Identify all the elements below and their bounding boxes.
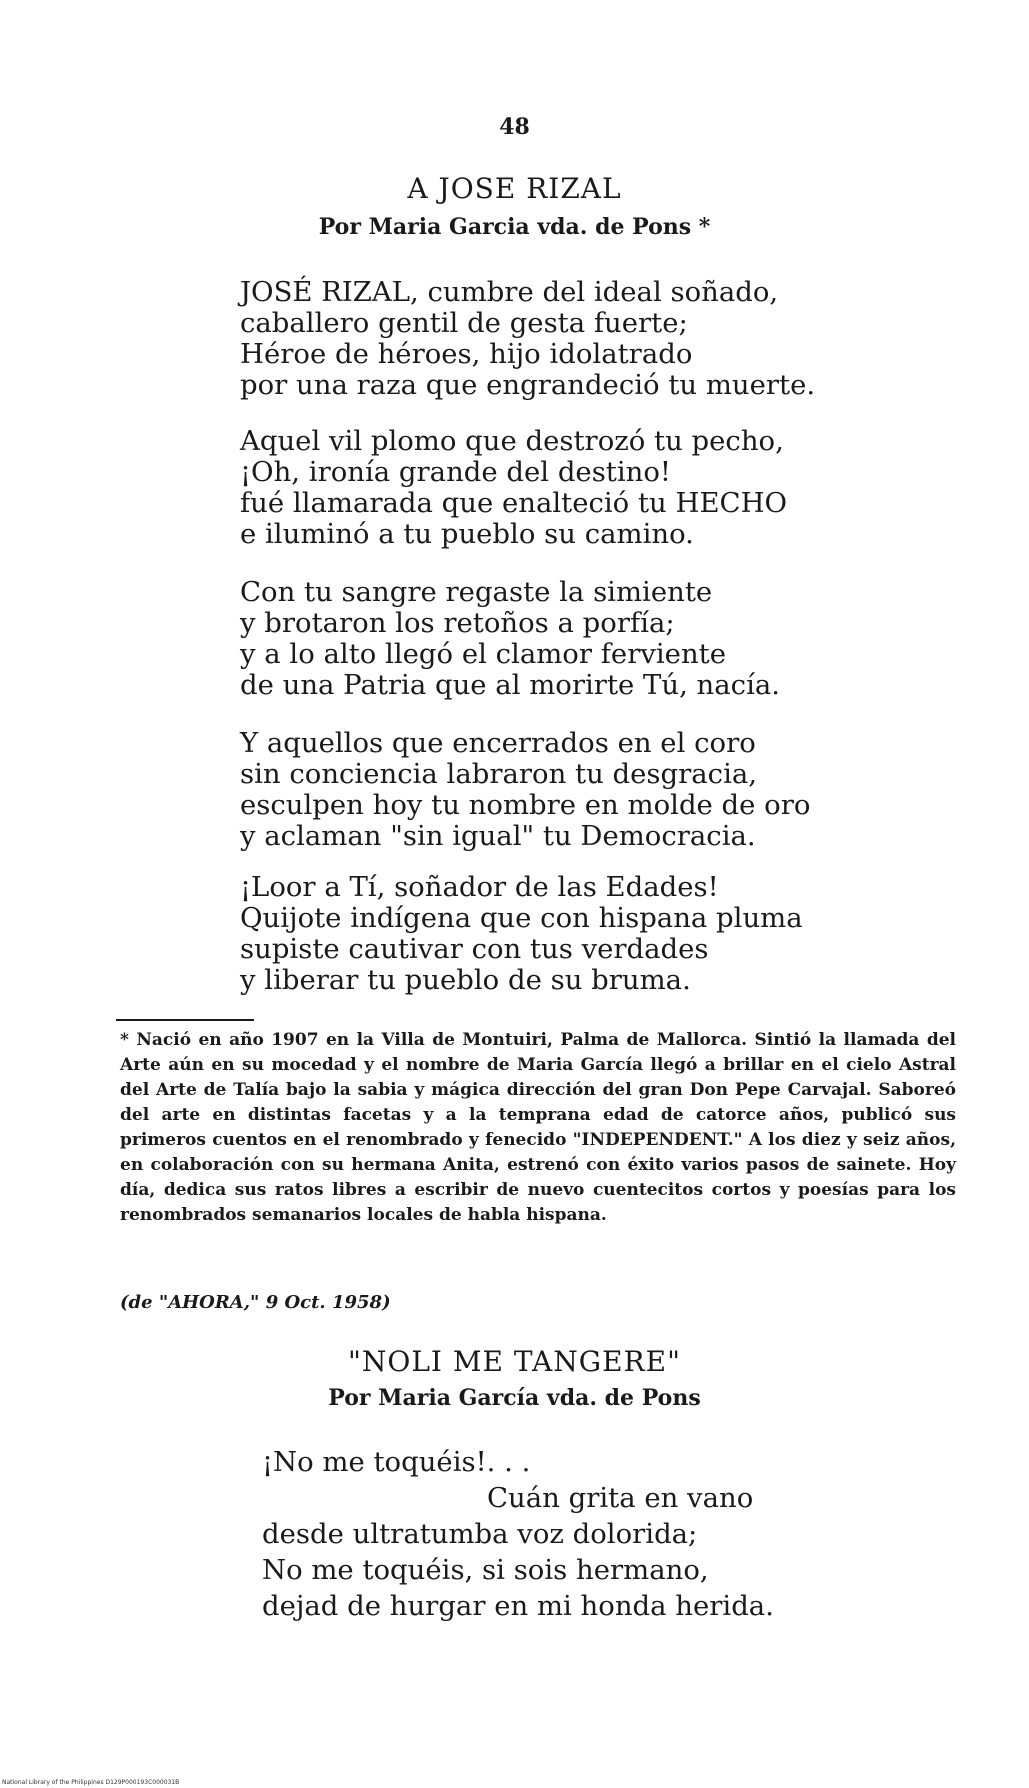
verse-line: caballero gentil de gesta fuerte; (240, 307, 688, 339)
verse-line: de una Patria que al morirte Tú, nacía. (240, 669, 780, 701)
verse-line: ¡No me toquéis!. . . (262, 1446, 531, 1478)
stanza (240, 426, 787, 550)
stanza (240, 577, 780, 701)
verse-line: por una raza que engrandeció tu muerte. (240, 369, 816, 401)
poem-byline: Por Maria García vda. de Pons (328, 1385, 701, 1411)
verse-line: esculpen hoy tu nombre en molde de oro (240, 789, 811, 821)
verse-line: ¡Loor a Tí, soñador de las Edades! (240, 871, 719, 903)
verse-line: ¡Oh, ironía grande del destino! (240, 456, 671, 488)
verse-line: y brotaron los retoños a porfía; (240, 607, 675, 639)
verse-line: supiste cautivar con tus verdades (240, 933, 709, 965)
verse-line: Héroe de héroes, hijo idolatrado (240, 338, 693, 370)
verse-line: Quijote indígena que con hispana pluma (240, 902, 803, 934)
stanza (240, 872, 803, 996)
verse-line: Con tu sangre regaste la simiente (240, 576, 713, 608)
footnote-rule (116, 1019, 254, 1021)
verse-line: desde ultratumba voz dolorida; (262, 1518, 698, 1550)
footnote: * Nació en año 1907 en la Villa de Montuiri, Palma de Mallorca. Sintió la llamada del Arte aún en su mocedad y el nombre de Maria García llegó a brillar en el cielo Astral del Arte de Talía bajo la sabia y mágica dirección del gran Don Pepe Carvajal. Saboreó del arte en distintas facetas y a la temprana edad de catorce años, publicó sus primeros cuentos en el renombrado y fenecido "INDEPENDENT." A los diez y seiz años, en colaboración con su hermana Anita, estrenó con éxito varios pasos de sainete. Hoy día, dedica sus ratos libres a escribir de nuevo cuentecitos cortos y poesías para los renombrados semanarios locales de habla hispana. (120, 1030, 956, 1225)
page-number: 48 (499, 114, 530, 140)
poem-byline: Por Maria Garcia vda. de Pons * (318, 214, 711, 240)
stanza (240, 728, 810, 852)
verse-line: e iluminó a tu pueblo su camino. (240, 518, 694, 550)
verse-line: y liberar tu pueblo de su bruma. (240, 964, 691, 996)
verse-line: fué llamarada que enalteció tu HECHO (240, 487, 788, 519)
verse-line: y a lo alto llegó el clamor ferviente (240, 638, 726, 670)
stanza (262, 1444, 774, 1624)
poem-title: A JOSE RIZAL (407, 172, 622, 205)
verse-line: JOSÉ RIZAL, cumbre del ideal soñado, (240, 276, 779, 308)
archive-caption: National Library of the Philippines D129P000193C000031B (2, 1779, 180, 1786)
footnote-source: (de "AHORA," 9 Oct. 1958) (120, 1292, 391, 1313)
verse-line: Aquel vil plomo que destrozó tu pecho, (240, 425, 784, 457)
stanza (240, 277, 815, 401)
verse-line: No me toquéis, si sois hermano, (262, 1554, 709, 1586)
verse-line: Y aquellos que encerrados en el coro (240, 727, 756, 759)
verse-line: sin conciencia labraron tu desgracia, (240, 758, 758, 790)
verse-line: Cuán grita en vano (487, 1482, 754, 1514)
verse-line: dejad de hurgar en mi honda herida. (262, 1590, 774, 1622)
poem-title: "NOLI ME TANGERE" (348, 1345, 681, 1378)
verse-line: y aclaman "sin igual" tu Democracia. (240, 820, 756, 852)
